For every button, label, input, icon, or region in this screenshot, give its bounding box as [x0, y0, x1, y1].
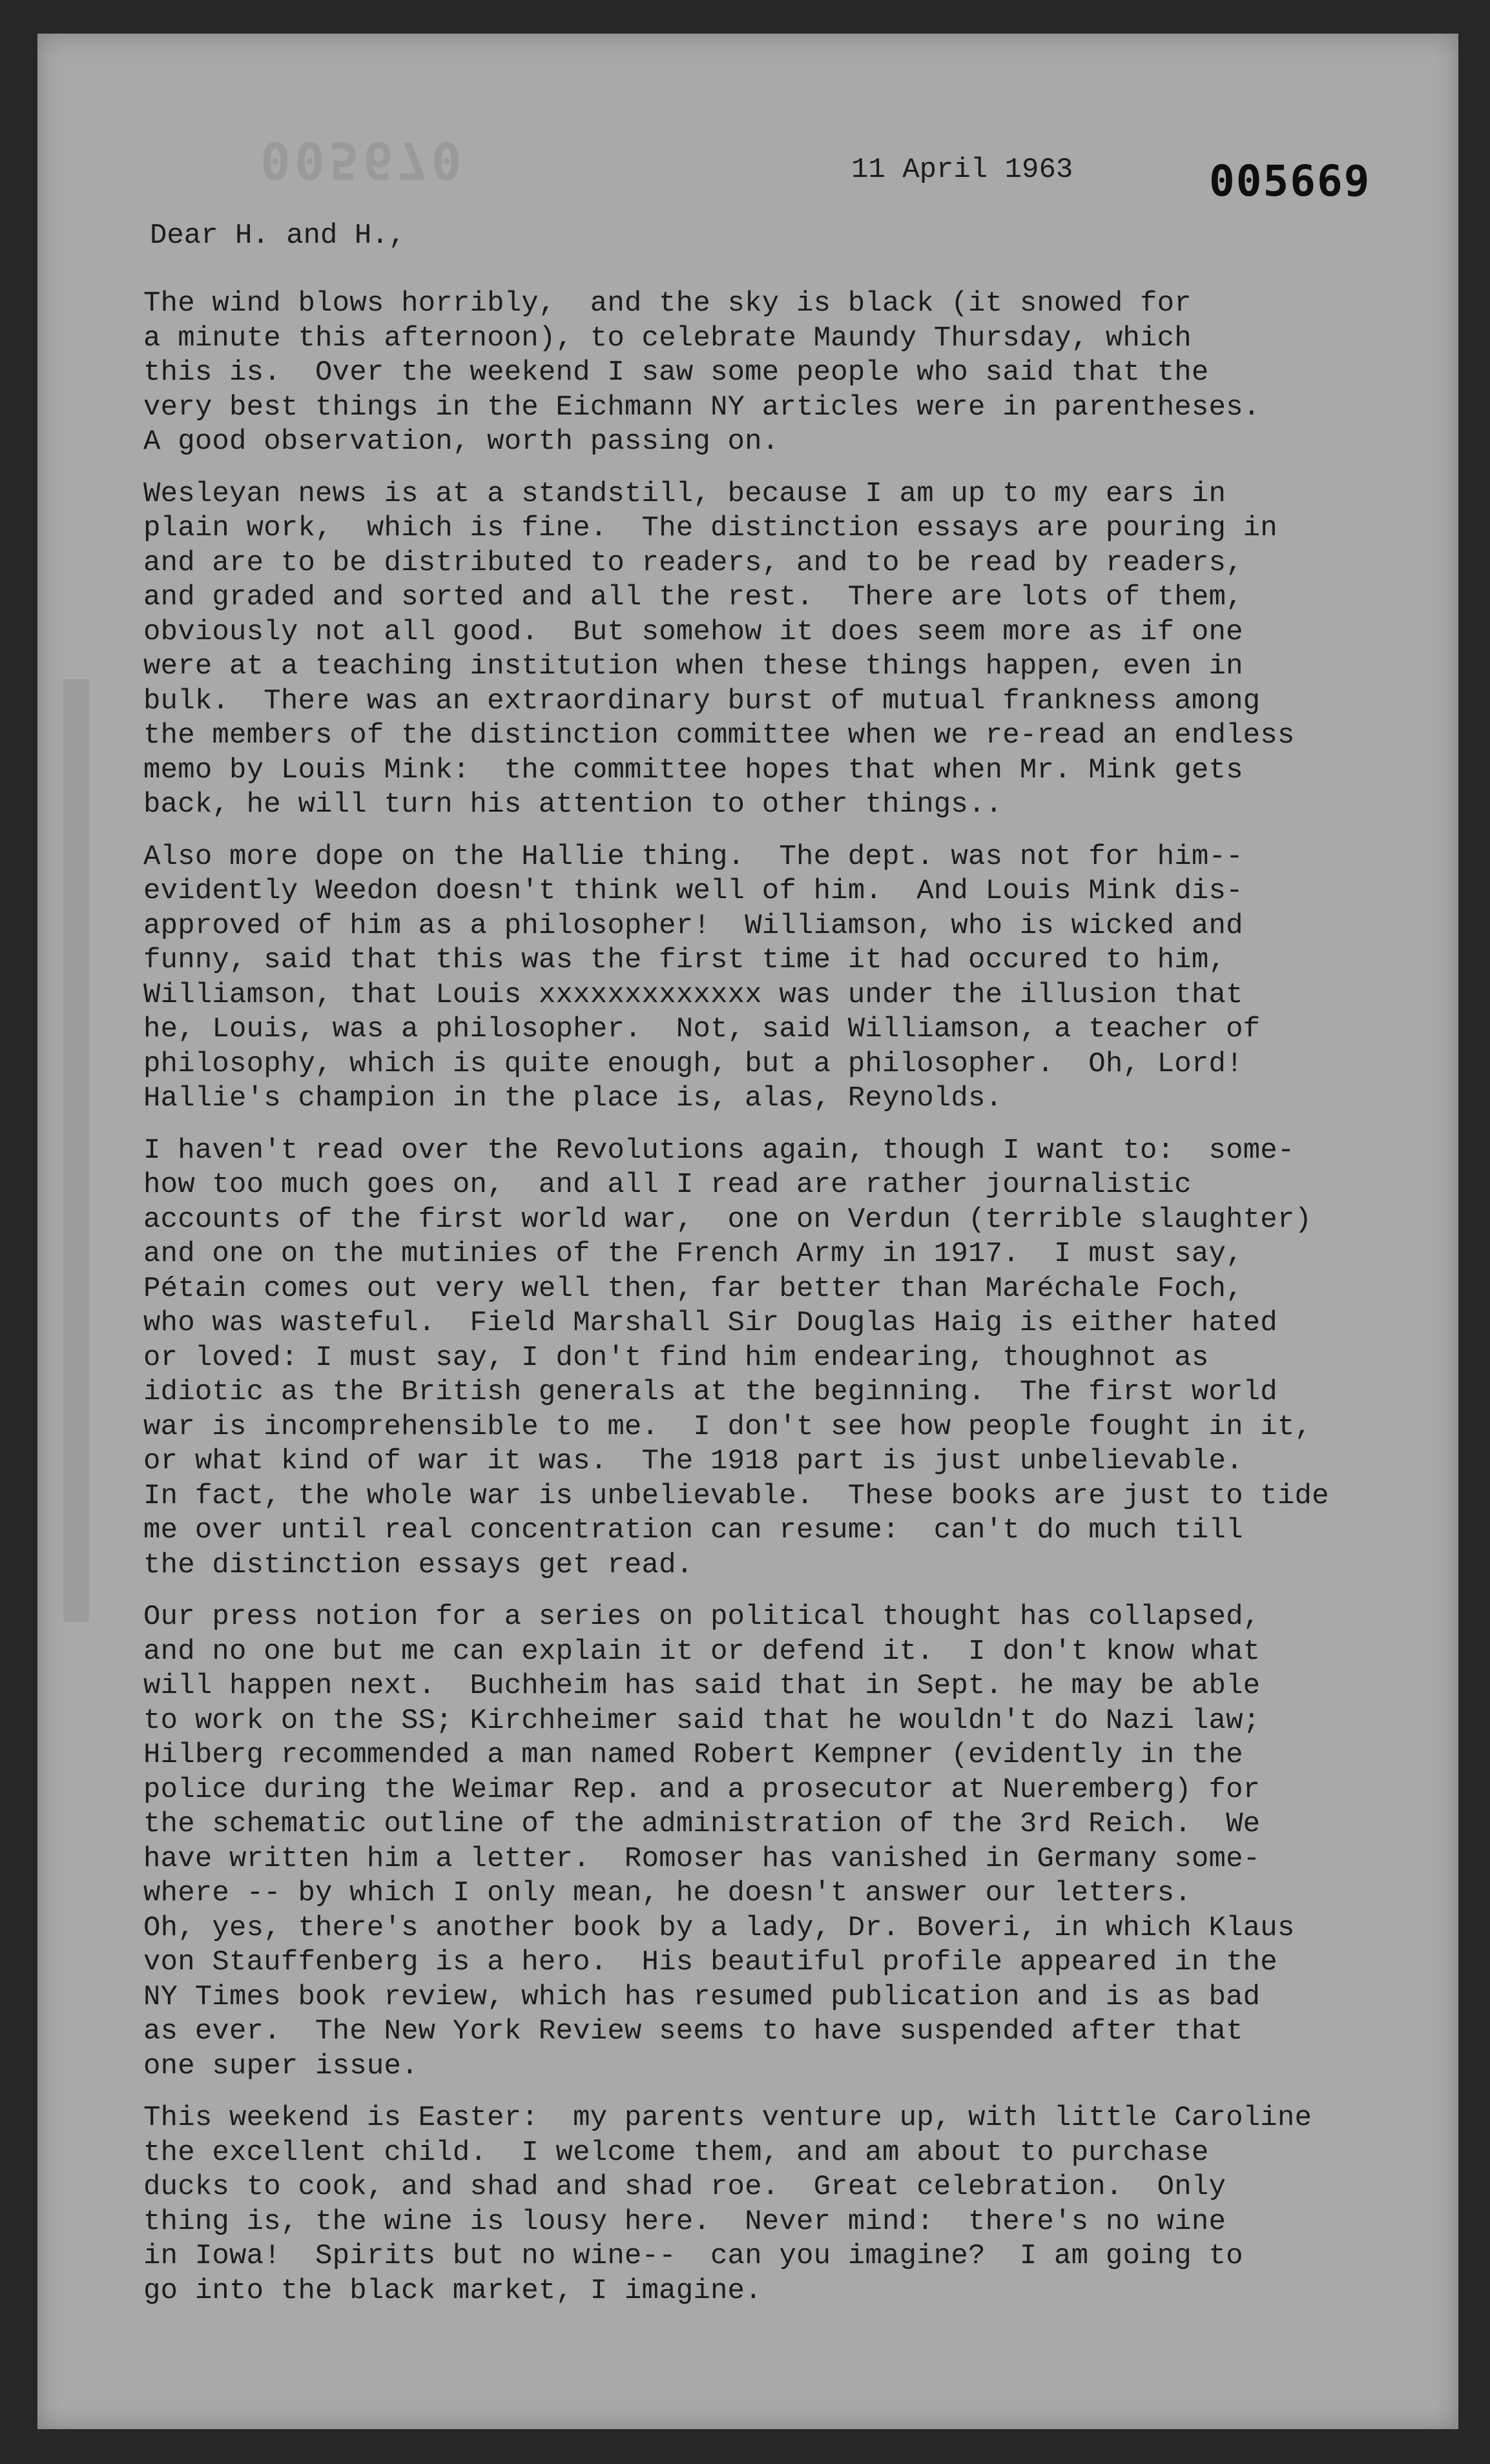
letter-paragraph	[143, 477, 1461, 823]
letter-body	[143, 287, 1461, 2326]
text-line: I haven't read over the Revolutions again, though I want to: some-	[143, 1134, 1295, 1167]
text-line: back, he will turn his attention to other things..	[143, 788, 1003, 821]
text-line: he, Louis, was a philosopher. Not, said Williamson, a teacher of	[143, 1013, 1261, 1045]
page-edge-shadow	[63, 679, 89, 1622]
text-line: approved of him as a philosopher! Williamson, who is wicked and	[143, 909, 1243, 942]
text-line: von Stauffenberg is a hero. His beautiful profile appeared in the	[143, 1946, 1278, 1978]
text-line: me over until real concentration can resume: can't do much till	[143, 1514, 1243, 1546]
letter-paragraph	[143, 1600, 1461, 2084]
text-line: one super issue.	[143, 2049, 419, 2082]
text-line: and one on the mutinies of the French Army in 1917. I must say,	[143, 1238, 1243, 1270]
text-line: were at a teaching institution when these things happen, even in	[143, 650, 1243, 683]
text-line: evidently Weedon doesn't think well of him. And Louis Mink dis-	[143, 875, 1243, 907]
text-line: philosophy, which is quite enough, but a philosopher. Oh, Lord!	[143, 1047, 1243, 1080]
text-line: the members of the distinction committee when we re-read an endless	[143, 719, 1295, 752]
text-line: accounts of the first world war, one on Verdun (terrible slaughter)	[143, 1203, 1312, 1236]
text-line: The wind blows horribly, and the sky is black (it snowed for	[143, 287, 1192, 320]
letter-date: 11 April 1963	[851, 154, 1073, 186]
letter-paragraph	[143, 1134, 1461, 1583]
text-line: NY Times book review, which has resumed publication and is as bad	[143, 1980, 1261, 2013]
letter-paragraph	[143, 2101, 1461, 2308]
text-line: thing is, the wine is lousy here. Never mind: there's no wine	[143, 2205, 1226, 2238]
text-line: bulk. There was an extraordinary burst of mutual frankness among	[143, 684, 1261, 717]
salutation: Dear H. and H.,	[150, 220, 406, 252]
document-number-stamp: 005669	[1209, 156, 1371, 206]
text-line: and graded and sorted and all the rest. There are lots of them,	[143, 581, 1243, 613]
letter-paragraph	[143, 287, 1461, 460]
text-line: very best things in the Eichmann NY articles were in parentheses.	[143, 391, 1261, 424]
text-line: Hilberg recommended a man named Robert Kempner (evidently in the	[143, 1739, 1243, 1771]
text-line: ducks to cook, and shad and shad roe. Great celebration. Only	[143, 2171, 1226, 2203]
text-line: plain work, which is fine. The distinction essays are pouring in	[143, 512, 1278, 544]
text-line: a minute this afternoon), to celebrate Maundy Thursday, which	[143, 322, 1192, 354]
letter-paragraph	[143, 840, 1461, 1116]
text-line: and no one but me can explain it or defend it. I don't know what	[143, 1635, 1261, 1668]
text-line: A good observation, worth passing on.	[143, 426, 780, 458]
text-line: this is. Over the weekend I saw some people who said that the	[143, 356, 1209, 389]
text-line: the distinction essays get read.	[143, 1548, 694, 1581]
text-line: who was wasteful. Field Marshall Sir Douglas Haig is either hated	[143, 1307, 1278, 1339]
text-line: This weekend is Easter: my parents venture up, with little Caroline	[143, 2102, 1312, 2134]
text-line: will happen next. Buchheim has said that in Sept. he may be able	[143, 1670, 1261, 1702]
text-line: the excellent child. I welcome them, and am about to purchase	[143, 2136, 1209, 2169]
text-line: as ever. The New York Review seems to have suspended after that	[143, 2015, 1243, 2048]
text-line: Wesleyan news is at a standstill, because I am up to my ears in	[143, 477, 1226, 510]
ghost-stamp-bleedthrough: 005670	[260, 130, 466, 189]
text-line: and are to be distributed to readers, and to be read by readers,	[143, 546, 1243, 579]
text-line: Also more dope on the Hallie thing. The dept. was not for him--	[143, 840, 1243, 873]
text-line: police during the Weimar Rep. and a prosecutor at Nueremberg) for	[143, 1773, 1261, 1806]
text-line: where -- by which I only mean, he doesn't answer our letters.	[143, 1877, 1192, 1909]
text-line: obviously not all good. But somehow it does seem more as if one	[143, 615, 1243, 648]
text-line: have written him a letter. Romoser has vanished in Germany some-	[143, 1842, 1261, 1875]
text-line: Oh, yes, there's another book by a lady, Dr. Boveri, in which Klaus	[143, 1911, 1295, 1944]
text-line: in Iowa! Spirits but no wine-- can you imagine? I am going to	[143, 2240, 1243, 2272]
text-line: In fact, the whole war is unbelievable. These books are just to tide	[143, 1479, 1329, 1512]
text-line: memo by Louis Mink: the committee hopes that when Mr. Mink gets	[143, 754, 1243, 786]
text-line: war is incomprehensible to me. I don't see how people fought in it,	[143, 1410, 1312, 1443]
text-line: the schematic outline of the administration of the 3rd Reich. We	[143, 1808, 1261, 1840]
text-line: funny, said that this was the first time it had occured to him,	[143, 944, 1226, 976]
text-line: how too much goes on, and all I read are rather journalistic	[143, 1169, 1192, 1201]
text-line: to work on the SS; Kirchheimer said that he wouldn't do Nazi law;	[143, 1704, 1261, 1737]
text-line: or loved: I must say, I don't find him endearing, thoughnot as	[143, 1341, 1209, 1374]
text-line: Our press notion for a series on political thought has collapsed,	[143, 1601, 1261, 1633]
text-line: go into the black market, I imagine.	[143, 2274, 762, 2307]
text-line: Williamson, that Louis xxxxxxxxxxxxx was under the illusion that	[143, 978, 1243, 1011]
text-line: idiotic as the British generals at the beginning. The first world	[143, 1376, 1278, 1408]
text-line: or what kind of war it was. The 1918 part is just unbelievable.	[143, 1445, 1243, 1477]
text-line: Hallie's champion in the place is, alas, Reynolds.	[143, 1082, 1003, 1114]
text-line: Pétain comes out very well then, far better than Maréchale Foch,	[143, 1272, 1243, 1305]
